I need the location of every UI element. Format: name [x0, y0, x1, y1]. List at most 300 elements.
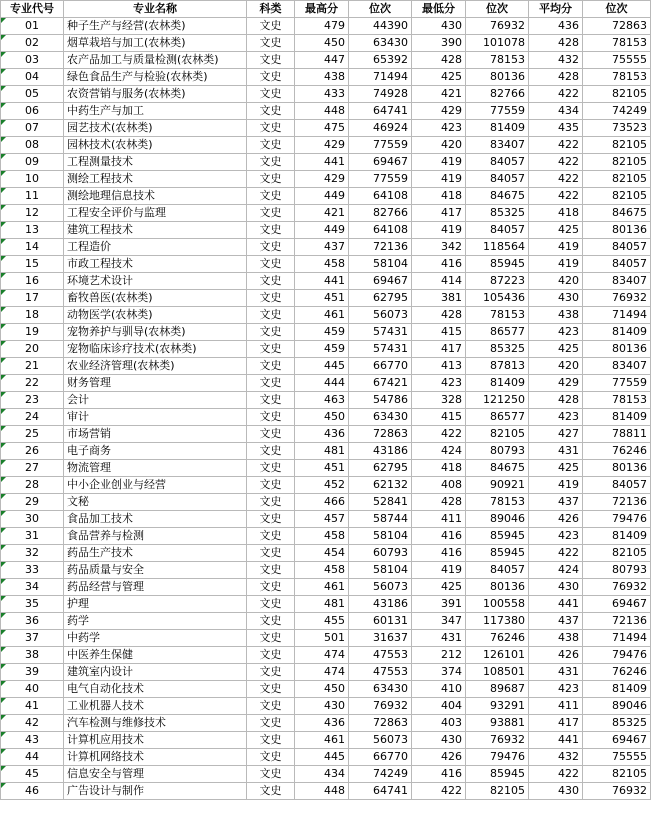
cell-name[interactable]: 绿色食品生产与检验(农林类)	[64, 69, 247, 86]
cell-max-rank[interactable]: 67421	[349, 375, 412, 392]
cell-min-rank[interactable]: 118564	[466, 239, 529, 256]
cell-name[interactable]: 财务管理	[64, 375, 247, 392]
cell-max-score[interactable]: 501	[295, 630, 349, 647]
cell-avg-rank[interactable]: 69467	[583, 732, 651, 749]
cell-min-score[interactable]: 416	[412, 766, 466, 783]
cell-category[interactable]: 文史	[247, 749, 295, 766]
cell-category[interactable]: 文史	[247, 120, 295, 137]
cell-max-score[interactable]: 459	[295, 341, 349, 358]
cell-avg-rank[interactable]: 73523	[583, 120, 651, 137]
cell-min-score[interactable]: 416	[412, 256, 466, 273]
cell-max-score[interactable]: 450	[295, 681, 349, 698]
cell-min-score[interactable]: 374	[412, 664, 466, 681]
cell-avg-score[interactable]: 435	[529, 120, 583, 137]
cell-avg-rank[interactable]: 80793	[583, 562, 651, 579]
cell-avg-score[interactable]: 425	[529, 460, 583, 477]
cell-avg-rank[interactable]: 72136	[583, 613, 651, 630]
cell-name[interactable]: 园林技术(农林类)	[64, 137, 247, 154]
cell-category[interactable]: 文史	[247, 681, 295, 698]
cell-min-rank[interactable]: 78153	[466, 52, 529, 69]
cell-category[interactable]: 文史	[247, 732, 295, 749]
cell-avg-rank[interactable]: 76246	[583, 664, 651, 681]
cell-min-rank[interactable]: 85325	[466, 205, 529, 222]
cell-min-score[interactable]: 416	[412, 528, 466, 545]
cell-max-rank[interactable]: 60793	[349, 545, 412, 562]
cell-min-rank[interactable]: 84057	[466, 154, 529, 171]
cell-min-rank[interactable]: 121250	[466, 392, 529, 409]
cell-min-rank[interactable]: 87813	[466, 358, 529, 375]
cell-avg-score[interactable]: 437	[529, 613, 583, 630]
cell-min-score[interactable]: 419	[412, 222, 466, 239]
cell-min-score[interactable]: 418	[412, 460, 466, 477]
cell-max-score[interactable]: 474	[295, 664, 349, 681]
cell-avg-score[interactable]: 432	[529, 52, 583, 69]
cell-max-rank[interactable]: 54786	[349, 392, 412, 409]
cell-name[interactable]: 信息安全与管理	[64, 766, 247, 783]
cell-code[interactable]: 27	[1, 460, 64, 477]
cell-max-rank[interactable]: 47553	[349, 647, 412, 664]
cell-avg-rank[interactable]: 71494	[583, 307, 651, 324]
cell-code[interactable]: 22	[1, 375, 64, 392]
cell-max-score[interactable]: 444	[295, 375, 349, 392]
cell-avg-rank[interactable]: 82105	[583, 154, 651, 171]
cell-name[interactable]: 工程造价	[64, 239, 247, 256]
cell-min-score[interactable]: 418	[412, 188, 466, 205]
cell-category[interactable]: 文史	[247, 630, 295, 647]
cell-avg-score[interactable]: 419	[529, 477, 583, 494]
cell-max-score[interactable]: 438	[295, 69, 349, 86]
cell-name[interactable]: 园艺技术(农林类)	[64, 120, 247, 137]
cell-avg-rank[interactable]: 82105	[583, 171, 651, 188]
cell-min-score[interactable]: 417	[412, 205, 466, 222]
cell-max-rank[interactable]: 82766	[349, 205, 412, 222]
cell-avg-score[interactable]: 426	[529, 647, 583, 664]
cell-name[interactable]: 工业机器人技术	[64, 698, 247, 715]
cell-name[interactable]: 审计	[64, 409, 247, 426]
cell-max-score[interactable]: 458	[295, 528, 349, 545]
cell-avg-score[interactable]: 419	[529, 256, 583, 273]
cell-avg-score[interactable]: 429	[529, 375, 583, 392]
cell-min-rank[interactable]: 80136	[466, 69, 529, 86]
cell-category[interactable]: 文史	[247, 103, 295, 120]
cell-name[interactable]: 物流管理	[64, 460, 247, 477]
cell-max-rank[interactable]: 56073	[349, 732, 412, 749]
cell-avg-score[interactable]: 430	[529, 290, 583, 307]
header-avg-score[interactable]: 平均分	[529, 1, 583, 18]
cell-category[interactable]: 文史	[247, 783, 295, 800]
cell-max-score[interactable]: 441	[295, 273, 349, 290]
cell-avg-score[interactable]: 425	[529, 341, 583, 358]
cell-name[interactable]: 药品生产技术	[64, 545, 247, 562]
cell-name[interactable]: 建筑室内设计	[64, 664, 247, 681]
cell-min-score[interactable]: 425	[412, 579, 466, 596]
cell-min-rank[interactable]: 100558	[466, 596, 529, 613]
cell-category[interactable]: 文史	[247, 307, 295, 324]
cell-category[interactable]: 文史	[247, 205, 295, 222]
cell-name[interactable]: 环境艺术设计	[64, 273, 247, 290]
cell-avg-score[interactable]: 423	[529, 528, 583, 545]
cell-code[interactable]: 02	[1, 35, 64, 52]
header-max-rank[interactable]: 位次	[349, 1, 412, 18]
cell-max-score[interactable]: 430	[295, 698, 349, 715]
cell-min-score[interactable]: 425	[412, 69, 466, 86]
cell-avg-score[interactable]: 437	[529, 494, 583, 511]
cell-code[interactable]: 21	[1, 358, 64, 375]
cell-category[interactable]: 文史	[247, 188, 295, 205]
cell-avg-rank[interactable]: 75555	[583, 52, 651, 69]
cell-code[interactable]: 14	[1, 239, 64, 256]
cell-avg-rank[interactable]: 76932	[583, 579, 651, 596]
cell-max-rank[interactable]: 69467	[349, 154, 412, 171]
cell-avg-score[interactable]: 428	[529, 35, 583, 52]
cell-max-rank[interactable]: 64108	[349, 188, 412, 205]
cell-code[interactable]: 38	[1, 647, 64, 664]
cell-avg-score[interactable]: 428	[529, 69, 583, 86]
cell-avg-rank[interactable]: 71494	[583, 630, 651, 647]
cell-name[interactable]: 食品加工技术	[64, 511, 247, 528]
cell-name[interactable]: 计算机网络技术	[64, 749, 247, 766]
cell-min-score[interactable]: 417	[412, 341, 466, 358]
cell-name[interactable]: 食品营养与检测	[64, 528, 247, 545]
cell-min-score[interactable]: 420	[412, 137, 466, 154]
cell-max-rank[interactable]: 77559	[349, 137, 412, 154]
cell-category[interactable]: 文史	[247, 511, 295, 528]
cell-max-score[interactable]: 450	[295, 35, 349, 52]
cell-max-score[interactable]: 447	[295, 52, 349, 69]
cell-name[interactable]: 市场营销	[64, 426, 247, 443]
cell-max-score[interactable]: 457	[295, 511, 349, 528]
cell-avg-score[interactable]: 420	[529, 273, 583, 290]
cell-max-rank[interactable]: 52841	[349, 494, 412, 511]
cell-avg-score[interactable]: 422	[529, 137, 583, 154]
cell-avg-score[interactable]: 424	[529, 562, 583, 579]
cell-name[interactable]: 工程安全评价与监理	[64, 205, 247, 222]
cell-avg-rank[interactable]: 81409	[583, 528, 651, 545]
cell-max-rank[interactable]: 66770	[349, 749, 412, 766]
cell-min-rank[interactable]: 83407	[466, 137, 529, 154]
cell-max-rank[interactable]: 72863	[349, 426, 412, 443]
cell-code[interactable]: 46	[1, 783, 64, 800]
cell-max-rank[interactable]: 58104	[349, 256, 412, 273]
cell-code[interactable]: 03	[1, 52, 64, 69]
cell-avg-score[interactable]: 422	[529, 766, 583, 783]
cell-avg-rank[interactable]: 84675	[583, 205, 651, 222]
cell-min-score[interactable]: 414	[412, 273, 466, 290]
cell-min-score[interactable]: 415	[412, 324, 466, 341]
cell-category[interactable]: 文史	[247, 545, 295, 562]
cell-code[interactable]: 34	[1, 579, 64, 596]
cell-category[interactable]: 文史	[247, 18, 295, 35]
cell-min-score[interactable]: 431	[412, 630, 466, 647]
cell-max-score[interactable]: 461	[295, 732, 349, 749]
header-max-score[interactable]: 最高分	[295, 1, 349, 18]
cell-category[interactable]: 文史	[247, 341, 295, 358]
cell-avg-rank[interactable]: 82105	[583, 188, 651, 205]
cell-min-score[interactable]: 381	[412, 290, 466, 307]
cell-min-score[interactable]: 428	[412, 494, 466, 511]
cell-avg-rank[interactable]: 69467	[583, 596, 651, 613]
cell-avg-rank[interactable]: 81409	[583, 681, 651, 698]
cell-min-rank[interactable]: 117380	[466, 613, 529, 630]
cell-category[interactable]: 文史	[247, 715, 295, 732]
cell-min-rank[interactable]: 76932	[466, 18, 529, 35]
cell-name[interactable]: 中药学	[64, 630, 247, 647]
cell-min-score[interactable]: 212	[412, 647, 466, 664]
cell-code[interactable]: 16	[1, 273, 64, 290]
cell-max-rank[interactable]: 66770	[349, 358, 412, 375]
cell-min-rank[interactable]: 81409	[466, 375, 529, 392]
cell-category[interactable]: 文史	[247, 324, 295, 341]
cell-max-rank[interactable]: 43186	[349, 596, 412, 613]
cell-avg-score[interactable]: 423	[529, 409, 583, 426]
cell-name[interactable]: 畜牧兽医(农林类)	[64, 290, 247, 307]
cell-category[interactable]: 文史	[247, 137, 295, 154]
cell-min-score[interactable]: 424	[412, 443, 466, 460]
cell-name[interactable]: 动物医学(农林类)	[64, 307, 247, 324]
cell-name[interactable]: 宠物养护与驯导(农林类)	[64, 324, 247, 341]
cell-category[interactable]: 文史	[247, 222, 295, 239]
cell-max-score[interactable]: 481	[295, 443, 349, 460]
cell-category[interactable]: 文史	[247, 409, 295, 426]
cell-max-rank[interactable]: 46924	[349, 120, 412, 137]
cell-code[interactable]: 28	[1, 477, 64, 494]
cell-max-score[interactable]: 436	[295, 715, 349, 732]
cell-max-score[interactable]: 436	[295, 426, 349, 443]
cell-min-rank[interactable]: 85325	[466, 341, 529, 358]
header-min-score[interactable]: 最低分	[412, 1, 466, 18]
cell-max-rank[interactable]: 31637	[349, 630, 412, 647]
cell-avg-rank[interactable]: 72863	[583, 18, 651, 35]
cell-avg-rank[interactable]: 76932	[583, 290, 651, 307]
cell-code[interactable]: 07	[1, 120, 64, 137]
cell-min-rank[interactable]: 77559	[466, 103, 529, 120]
cell-min-score[interactable]: 347	[412, 613, 466, 630]
cell-name[interactable]: 工程测量技术	[64, 154, 247, 171]
cell-min-rank[interactable]: 82105	[466, 426, 529, 443]
cell-name[interactable]: 测绘工程技术	[64, 171, 247, 188]
cell-category[interactable]: 文史	[247, 698, 295, 715]
cell-max-rank[interactable]: 62132	[349, 477, 412, 494]
cell-avg-rank[interactable]: 78153	[583, 69, 651, 86]
cell-max-rank[interactable]: 69467	[349, 273, 412, 290]
cell-code[interactable]: 26	[1, 443, 64, 460]
cell-name[interactable]: 药品质量与安全	[64, 562, 247, 579]
cell-min-score[interactable]: 328	[412, 392, 466, 409]
cell-max-score[interactable]: 458	[295, 256, 349, 273]
cell-code[interactable]: 13	[1, 222, 64, 239]
cell-min-score[interactable]: 430	[412, 732, 466, 749]
cell-code[interactable]: 15	[1, 256, 64, 273]
cell-code[interactable]: 42	[1, 715, 64, 732]
cell-avg-rank[interactable]: 84057	[583, 239, 651, 256]
cell-code[interactable]: 19	[1, 324, 64, 341]
cell-category[interactable]: 文史	[247, 613, 295, 630]
cell-min-score[interactable]: 419	[412, 154, 466, 171]
cell-code[interactable]: 20	[1, 341, 64, 358]
cell-min-score[interactable]: 390	[412, 35, 466, 52]
cell-code[interactable]: 40	[1, 681, 64, 698]
cell-avg-score[interactable]: 422	[529, 171, 583, 188]
cell-max-rank[interactable]: 63430	[349, 35, 412, 52]
cell-max-rank[interactable]: 76932	[349, 698, 412, 715]
cell-min-rank[interactable]: 76932	[466, 732, 529, 749]
cell-category[interactable]: 文史	[247, 647, 295, 664]
cell-max-score[interactable]: 461	[295, 307, 349, 324]
cell-category[interactable]: 文史	[247, 290, 295, 307]
cell-max-score[interactable]: 463	[295, 392, 349, 409]
cell-min-rank[interactable]: 82105	[466, 783, 529, 800]
cell-max-rank[interactable]: 57431	[349, 324, 412, 341]
cell-category[interactable]: 文史	[247, 69, 295, 86]
cell-category[interactable]: 文史	[247, 86, 295, 103]
cell-avg-rank[interactable]: 82105	[583, 86, 651, 103]
cell-max-score[interactable]: 441	[295, 154, 349, 171]
cell-avg-rank[interactable]: 83407	[583, 273, 651, 290]
cell-min-score[interactable]: 426	[412, 749, 466, 766]
cell-category[interactable]: 文史	[247, 52, 295, 69]
cell-avg-rank[interactable]: 81409	[583, 409, 651, 426]
cell-min-rank[interactable]: 76246	[466, 630, 529, 647]
cell-category[interactable]: 文史	[247, 477, 295, 494]
cell-avg-score[interactable]: 441	[529, 732, 583, 749]
cell-min-score[interactable]: 421	[412, 86, 466, 103]
cell-min-rank[interactable]: 101078	[466, 35, 529, 52]
cell-max-rank[interactable]: 74928	[349, 86, 412, 103]
cell-avg-score[interactable]: 434	[529, 103, 583, 120]
cell-avg-score[interactable]: 422	[529, 545, 583, 562]
cell-max-score[interactable]: 433	[295, 86, 349, 103]
cell-name[interactable]: 中药生产与加工	[64, 103, 247, 120]
cell-avg-score[interactable]: 430	[529, 579, 583, 596]
cell-min-score[interactable]: 423	[412, 375, 466, 392]
cell-avg-rank[interactable]: 77559	[583, 375, 651, 392]
cell-avg-rank[interactable]: 85325	[583, 715, 651, 732]
cell-code[interactable]: 09	[1, 154, 64, 171]
cell-name[interactable]: 电气自动化技术	[64, 681, 247, 698]
cell-avg-score[interactable]: 427	[529, 426, 583, 443]
cell-code[interactable]: 36	[1, 613, 64, 630]
cell-code[interactable]: 04	[1, 69, 64, 86]
cell-max-rank[interactable]: 43186	[349, 443, 412, 460]
cell-max-score[interactable]: 449	[295, 188, 349, 205]
cell-max-rank[interactable]: 65392	[349, 52, 412, 69]
cell-max-rank[interactable]: 58104	[349, 528, 412, 545]
cell-max-rank[interactable]: 58744	[349, 511, 412, 528]
cell-min-rank[interactable]: 82766	[466, 86, 529, 103]
cell-code[interactable]: 33	[1, 562, 64, 579]
cell-name[interactable]: 烟草栽培与加工(农林类)	[64, 35, 247, 52]
cell-min-score[interactable]: 422	[412, 783, 466, 800]
cell-avg-score[interactable]: 426	[529, 511, 583, 528]
cell-code[interactable]: 18	[1, 307, 64, 324]
cell-avg-rank[interactable]: 78811	[583, 426, 651, 443]
cell-max-rank[interactable]: 72136	[349, 239, 412, 256]
cell-avg-score[interactable]: 438	[529, 630, 583, 647]
cell-max-score[interactable]: 448	[295, 783, 349, 800]
cell-max-score[interactable]: 479	[295, 18, 349, 35]
cell-name[interactable]: 农产品加工与质量检测(农林类)	[64, 52, 247, 69]
cell-max-score[interactable]: 459	[295, 324, 349, 341]
cell-category[interactable]: 文史	[247, 171, 295, 188]
cell-name[interactable]: 测绘地理信息技术	[64, 188, 247, 205]
cell-avg-rank[interactable]: 82105	[583, 137, 651, 154]
cell-max-rank[interactable]: 63430	[349, 409, 412, 426]
cell-max-rank[interactable]: 57431	[349, 341, 412, 358]
cell-avg-rank[interactable]: 78153	[583, 35, 651, 52]
cell-code[interactable]: 24	[1, 409, 64, 426]
cell-min-rank[interactable]: 85945	[466, 256, 529, 273]
cell-min-rank[interactable]: 87223	[466, 273, 529, 290]
cell-name[interactable]: 中小企业创业与经营	[64, 477, 247, 494]
cell-avg-rank[interactable]: 79476	[583, 647, 651, 664]
cell-max-rank[interactable]: 44390	[349, 18, 412, 35]
cell-name[interactable]: 种子生产与经营(农林类)	[64, 18, 247, 35]
cell-min-rank[interactable]: 86577	[466, 324, 529, 341]
cell-code[interactable]: 31	[1, 528, 64, 545]
cell-avg-rank[interactable]: 84057	[583, 256, 651, 273]
cell-max-rank[interactable]: 64741	[349, 783, 412, 800]
cell-name[interactable]: 电子商务	[64, 443, 247, 460]
cell-min-score[interactable]: 422	[412, 426, 466, 443]
cell-avg-score[interactable]: 436	[529, 18, 583, 35]
cell-avg-score[interactable]: 441	[529, 596, 583, 613]
cell-avg-score[interactable]: 417	[529, 715, 583, 732]
cell-max-score[interactable]: 450	[295, 409, 349, 426]
cell-code[interactable]: 06	[1, 103, 64, 120]
cell-code[interactable]: 11	[1, 188, 64, 205]
cell-min-score[interactable]: 419	[412, 562, 466, 579]
cell-code[interactable]: 39	[1, 664, 64, 681]
cell-min-rank[interactable]: 86577	[466, 409, 529, 426]
cell-max-score[interactable]: 429	[295, 137, 349, 154]
cell-avg-score[interactable]: 438	[529, 307, 583, 324]
cell-code[interactable]: 01	[1, 18, 64, 35]
cell-code[interactable]: 35	[1, 596, 64, 613]
cell-min-rank[interactable]: 80793	[466, 443, 529, 460]
cell-name[interactable]: 会计	[64, 392, 247, 409]
cell-name[interactable]: 建筑工程技术	[64, 222, 247, 239]
cell-max-score[interactable]: 449	[295, 222, 349, 239]
cell-min-score[interactable]: 429	[412, 103, 466, 120]
cell-min-score[interactable]: 428	[412, 307, 466, 324]
cell-name[interactable]: 农业经济管理(农林类)	[64, 358, 247, 375]
cell-max-score[interactable]: 429	[295, 171, 349, 188]
cell-avg-rank[interactable]: 81409	[583, 324, 651, 341]
cell-category[interactable]: 文史	[247, 579, 295, 596]
cell-name[interactable]: 文秘	[64, 494, 247, 511]
cell-avg-rank[interactable]: 89046	[583, 698, 651, 715]
cell-name[interactable]: 药学	[64, 613, 247, 630]
cell-code[interactable]: 05	[1, 86, 64, 103]
cell-min-score[interactable]: 423	[412, 120, 466, 137]
cell-code[interactable]: 12	[1, 205, 64, 222]
cell-max-score[interactable]: 481	[295, 596, 349, 613]
cell-min-rank[interactable]: 89046	[466, 511, 529, 528]
cell-category[interactable]: 文史	[247, 375, 295, 392]
cell-name[interactable]: 农资营销与服务(农林类)	[64, 86, 247, 103]
cell-min-rank[interactable]: 126101	[466, 647, 529, 664]
cell-avg-score[interactable]: 423	[529, 324, 583, 341]
cell-max-rank[interactable]: 58104	[349, 562, 412, 579]
cell-avg-score[interactable]: 411	[529, 698, 583, 715]
cell-max-score[interactable]: 466	[295, 494, 349, 511]
cell-max-score[interactable]: 458	[295, 562, 349, 579]
cell-avg-rank[interactable]: 80136	[583, 222, 651, 239]
cell-min-rank[interactable]: 90921	[466, 477, 529, 494]
cell-max-rank[interactable]: 71494	[349, 69, 412, 86]
cell-avg-score[interactable]: 431	[529, 443, 583, 460]
cell-code[interactable]: 30	[1, 511, 64, 528]
